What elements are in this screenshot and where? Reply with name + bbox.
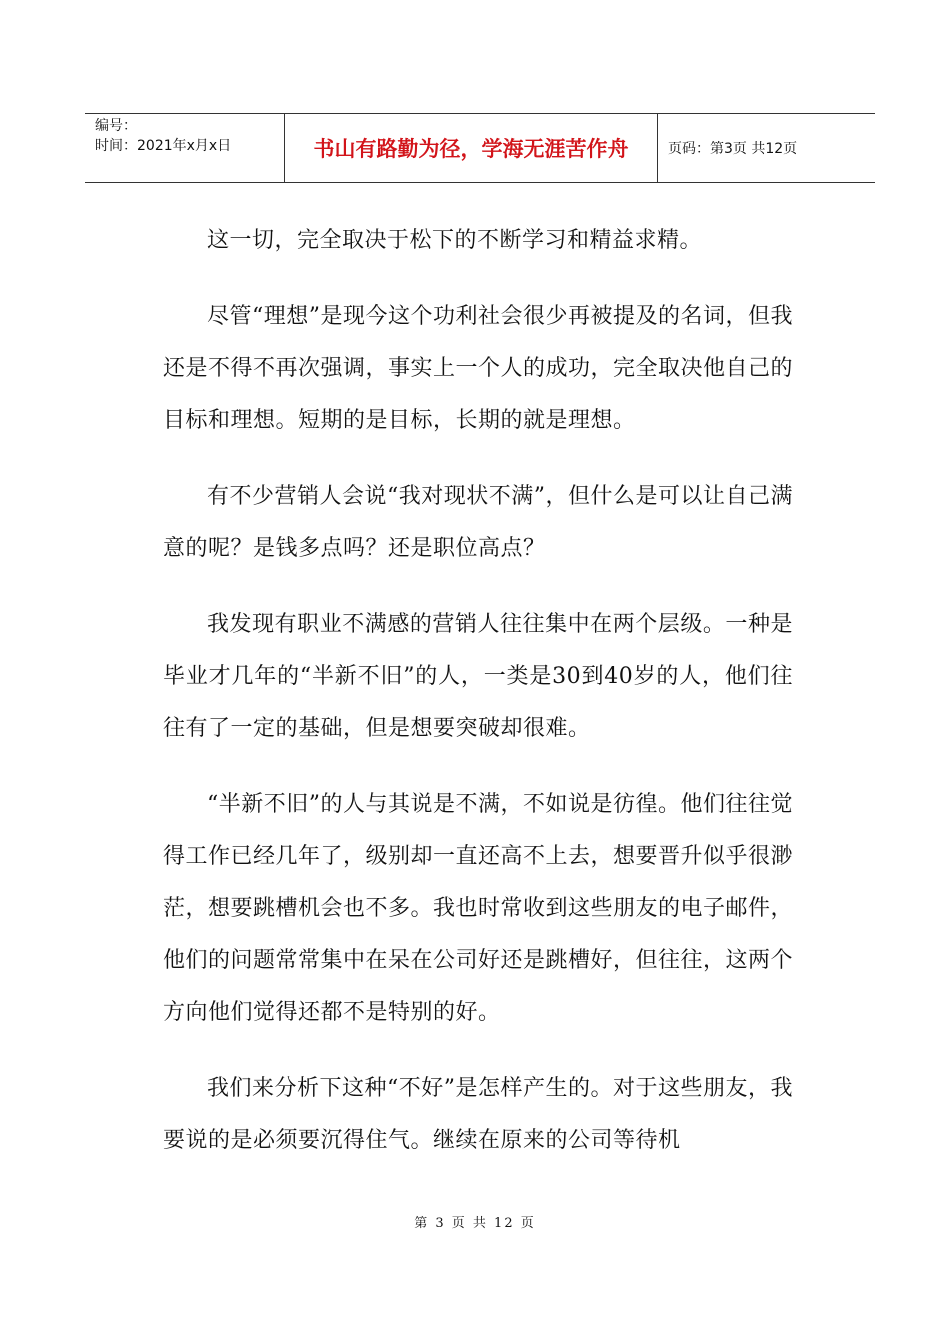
number-label: 编号： (95, 118, 137, 134)
document-header (85, 113, 875, 183)
paragraph: 我们来分析下这种“不好”是怎样产生的。对于这些朋友，我要说的是必须要沉得住气。继续在原来的公司等待机 (163, 1076, 793, 1153)
paragraph: 我发现有职业不满感的营销人往往集中在两个层级。一种是毕业才几年的“半新不旧”的人，一类是30到40岁的人，他们往往有了一定的基础，但是想要突破却很难。 (163, 612, 793, 741)
page-footer: 第 3 页 共 12 页 (414, 1216, 536, 1231)
paragraph: 尽管“理想”是现今这个功利社会很少再被提及的名词，但我还是不得不再次强调，事实上一个人的成功，完全取决他自己的目标和理想。短期的是目标，长期的就是理想。 (163, 304, 794, 433)
paragraph: “半新不旧”的人与其说是不满，不如说是彷徨。他们往往觉得工作已经几年了，级别却一直还高不上去，想要晋升似乎很渺茫，想要跳槽机会也不多。我也时常收到这些朋友的电子邮件，他们的问题常常集中在呆在公司好还是跳槽好，但往往，这两个方向他们觉得还都不是特别的好。 (163, 792, 794, 1025)
header-meta (85, 114, 285, 182)
header-motto: 书山有路勤为径，学海无涯苦作舟 (285, 114, 658, 182)
time-label: 时间：2021年x月x日 (95, 138, 232, 154)
document-body (163, 215, 793, 1191)
header-page-info: 页码：第3页 共12页 (668, 141, 798, 157)
paragraph: 有不少营销人会说“我对现状不满”，但什么是可以让自己满意的呢？是钱多点吗？还是职位高点？ (163, 484, 793, 561)
paragraph: 这一切，完全取决于松下的不断学习和精益求精。 (207, 228, 703, 253)
